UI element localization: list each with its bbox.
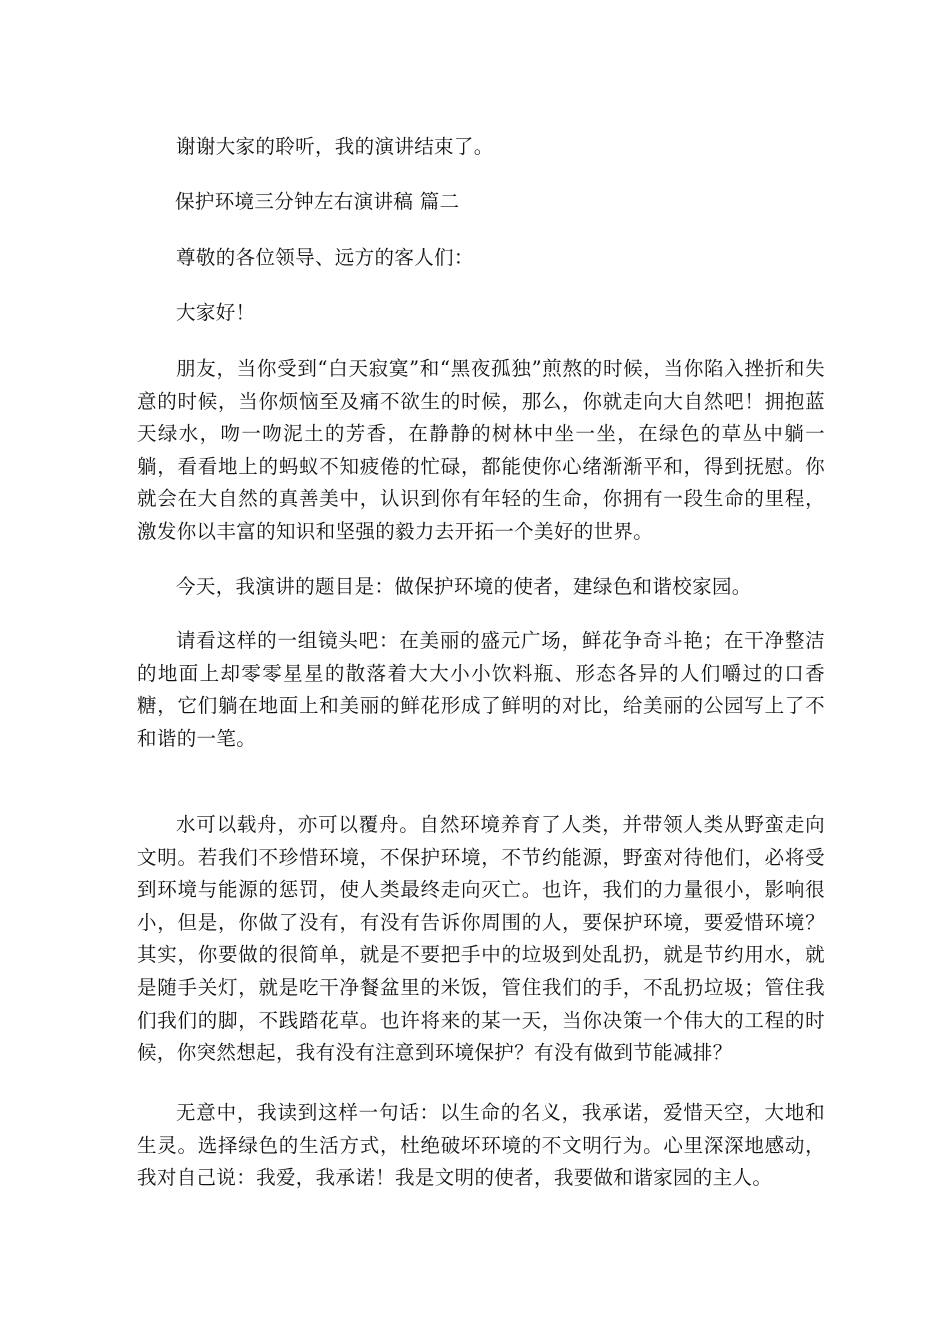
paragraph-nature: 朋友，当你受到“白天寂寞”和“黑夜孤独”煎熬的时候，当你陷入挫折和失意的时候，当你烦恼至及痛不欲生的时候，那么，你就走向大自然吧！拥抱蓝天绿水，吻一吻泥土的芳香，在静静的树林中坐一坐，在绿色的草丛中躺一躺，看看地上的蚂蚁不知疲倦的忙碌，都能使你心绪渐渐平和，得到抚慰。你就会在大自然的真善美中，认识到你有年轻的生命，你拥有一段生命的里程，激发你以丰富的知识和坚强的毅力去开拓一个美好的世界。	[137, 357, 825, 543]
section-title: 保护环境三分钟左右演讲稿 篇二	[175, 190, 460, 213]
salutation: 尊敬的各位领导、远方的客人们：	[176, 246, 474, 269]
paragraph-topic: 今天，我演讲的题目是：做保护环境的使者，建绿色和谐校家园。	[176, 575, 752, 598]
greeting: 大家好！	[176, 301, 256, 324]
closing-line: 谢谢大家的聆听，我的演讲结束了。	[176, 135, 494, 158]
paragraph-water: 水可以载舟，亦可以覆舟。自然环境养育了人类，并带领人类从野蛮走向文明。若我们不珍惜环境，不保护环境，不节约能源，野蛮对待他们，必将受到环境与能源的惩罚，使人类最终走向灭亡。也许，我们的力量很小，影响很小，但是，你做了没有，有没有告诉你周围的人，要保护环境，要爱惜环境？其实，你要做的很简单，就是不要把手中的垃圾到处乱扔，就是节约用水，就是随手关灯，就是吃干净餐盆里的米饭，管住我们的手，不乱扔垃圾；管住我们我们的脚，不践踏花草。也许将来的某一天，当你决策一个伟大的工程的时候，你突然想起，我有没有注意到环境保护？有没有做到节能减排？	[137, 813, 825, 1065]
paragraph-scene: 请看这样的一组镜头吧：在美丽的盛元广场，鲜花争奇斗艳；在干净整洁的地面上却零零星星的散落着大大小小饮料瓶、形态各异的人们嚼过的口香糖，它们躺在地面上和美丽的鲜花形成了鲜明的对比，给美丽的公园写上了不和谐的一笔。	[137, 629, 825, 750]
paragraph-promise: 无意中，我读到这样一句话：以生命的名义，我承诺，爱惜天空，大地和生灵。选择绿色的生活方式，杜绝破坏环境的不文明行为。心里深深地感动，我对自己说：我爱，我承诺！我是文明的使者，我要做和谐家园的主人。	[137, 1101, 825, 1190]
